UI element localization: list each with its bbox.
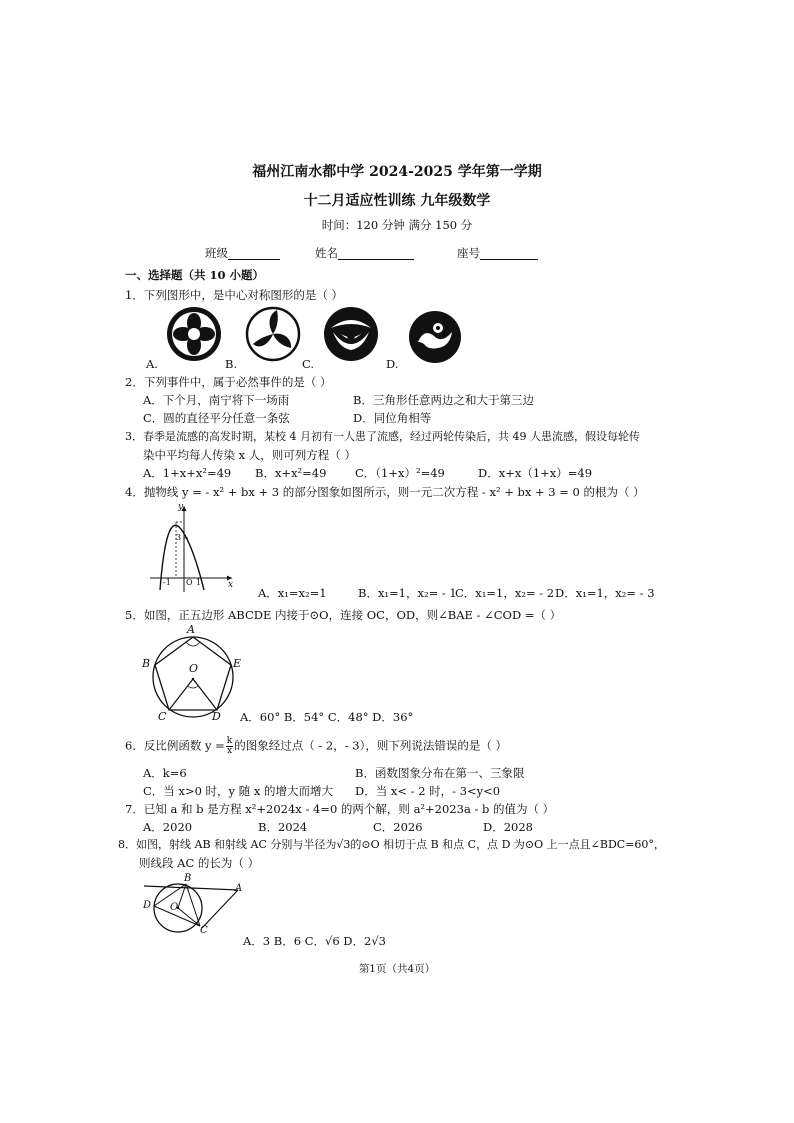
- q7-stem: 7．已知 a 和 b 是方程 x²+2024x - 4=0 的两个解，则 a²+2023a - b 的值为（ ）: [125, 802, 555, 816]
- q8-stem-line2: 则线段 AC 的长为（ ）: [139, 856, 260, 870]
- q8-options: A．3 B．6 C．√6 D．2√3: [243, 934, 386, 948]
- q3-option-a: A．1+x+x²=49: [143, 466, 232, 480]
- q2-option-d: D．同位角相等: [353, 411, 432, 425]
- graph-y-label: y: [178, 502, 184, 512]
- q1-stem: 1．下列图形中，是中心对称图形的是（ ）: [125, 288, 343, 302]
- q6-option-d: D．当 x< - 2 时，- 3<y<0: [355, 784, 501, 798]
- q2-option-a: A．下个月，南宁将下一场雨: [143, 393, 290, 407]
- q4-option-c: C．x₁=1，x₂= - 2: [455, 586, 555, 600]
- page-footer: 第1页（共4页）: [358, 963, 436, 975]
- wave-emblem-icon: [408, 310, 462, 364]
- seat-field: [457, 246, 538, 260]
- q2-option-b: B．三角形任意两边之和大于第三边: [353, 393, 534, 407]
- q6-option-c: C．当 x>0 时，y 随 x 的增大而增大: [143, 784, 333, 798]
- q7-option-d: D．2028: [483, 820, 533, 834]
- q3-stem-line1: 3．春季是流感的高发时期，某校 4 月初有一人患了流感，经过两轮传染后，共 49 人患流感，假设每轮传: [125, 430, 640, 443]
- seat-blank: [480, 247, 538, 260]
- graph-one-label: 1: [196, 578, 202, 587]
- q5-options: A．60° B．54° C．48° D．36°: [240, 710, 414, 724]
- school-line: 福州江南水都中学 2024-2025 学年第一学期: [252, 164, 542, 180]
- name-blank: [338, 247, 414, 260]
- fig5-label-b: B: [142, 657, 151, 670]
- fig5-label-d: D: [212, 710, 221, 723]
- q3-option-d: D．x+x（1+x）=49: [478, 466, 593, 480]
- q1-option-d: D.: [386, 357, 399, 371]
- name-field: [315, 246, 414, 260]
- q5-stem: 5．如图，正五边形 ABCDE 内接于⊙O，连接 OC，OD，则∠BAE - ∠COD =（ ）: [125, 608, 562, 622]
- q6-fraction: [226, 737, 233, 756]
- q4-option-d: D．x₁=1，x₂= - 3: [555, 586, 655, 600]
- section-title: 一、选择题（共 10 小题）: [125, 268, 265, 282]
- q6-stem-pre: 6．反比例函数 y =: [125, 738, 225, 753]
- q6-frac-num: k: [226, 736, 233, 746]
- three-blade-propeller-icon: [245, 306, 301, 362]
- fig8-label-c: C: [200, 925, 208, 936]
- q2-stem: 2．下列事件中，属于必然事件的是（ ）: [125, 375, 332, 389]
- graph-neg1-label: -1: [163, 578, 171, 587]
- class-field: [205, 246, 280, 260]
- bowl-emblem-icon: [323, 306, 379, 362]
- four-petal-flower-icon: [166, 306, 222, 362]
- q1-option-a: A.: [146, 357, 158, 371]
- q7-option-c: C．2026: [373, 820, 423, 834]
- q7-option-b: B．2024: [258, 820, 308, 834]
- fig5-label-c: C: [158, 710, 167, 723]
- fig5-label-a: A: [187, 623, 195, 636]
- q1-option-b: B.: [225, 357, 238, 371]
- q6-stem: [125, 737, 507, 756]
- fig8-label-a: A: [235, 883, 243, 894]
- q3-option-c: C．（1+x）²=49: [355, 466, 445, 480]
- tangent-circle-figure: [140, 870, 250, 940]
- graph-x-label: x: [228, 580, 234, 590]
- graph-origin-label: O: [186, 578, 193, 587]
- seat-label: 座号: [457, 246, 480, 260]
- time-line: 时间：120 分钟 满分 150 分: [321, 218, 473, 232]
- q4-option-a: A．x₁=x₂=1: [258, 586, 327, 600]
- q3-option-b: B．x+x²=49: [255, 466, 327, 480]
- fig5-label-o: O: [189, 662, 199, 675]
- q6-stem-post: 的图象经过点（ - 2，- 3），则下列说法错误的是（ ）: [234, 738, 508, 753]
- fig8-label-o: O: [170, 902, 179, 913]
- class-label: 班级: [205, 246, 228, 260]
- fig5-label-e: E: [233, 657, 242, 670]
- q4-option-b: B．x₁=1，x₂= - 1: [358, 586, 457, 600]
- fig8-label-d: D: [143, 900, 152, 911]
- q6-option-a: A．k=6: [143, 766, 187, 780]
- q3-stem-line2: 染中平均每人传染 x 人，则可列方程（ ）: [143, 448, 356, 462]
- q6-option-b: B．函数图象分布在第一、三象限: [355, 766, 525, 780]
- fig8-label-b: B: [184, 873, 192, 884]
- name-label: 姓名: [315, 246, 338, 260]
- class-blank: [228, 247, 280, 260]
- q2-option-c: C．圆的直径平分任意一条弦: [143, 411, 290, 425]
- exam-title: 十二月适应性训练 九年级数学: [303, 193, 491, 209]
- q6-frac-den: x: [226, 746, 233, 756]
- q1-option-c: C.: [302, 357, 315, 371]
- q7-option-a: A．2020: [143, 820, 193, 834]
- q4-stem: 4．抛物线 y = - x² + bx + 3 的部分图象如图所示，则一元二次方程 - x² + bx + 3 = 0 的根为（ ）: [125, 485, 645, 499]
- graph-three-label: 3: [176, 533, 182, 542]
- q8-stem-line1: 8．如图，射线 AB 和射线 AC 分别与半径为√3的⊙O 相切于点 B 和点 C，点 D 为⊙O 上一点且∠BDC=60°，: [118, 838, 665, 851]
